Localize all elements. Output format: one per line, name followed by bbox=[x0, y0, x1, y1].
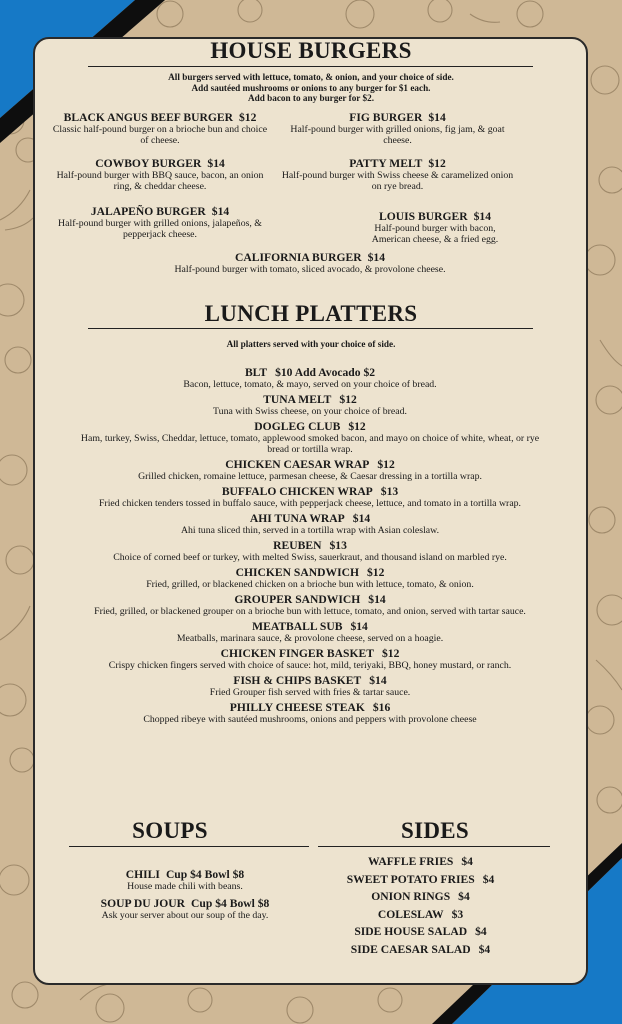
menu-item bbox=[50, 205, 270, 241]
side-item bbox=[318, 853, 523, 871]
sides-list bbox=[318, 853, 523, 958]
side-name: ONION RINGS bbox=[371, 890, 451, 903]
item-name: BUFFALO CHICKEN WRAP bbox=[221, 485, 373, 499]
menu-item bbox=[70, 701, 550, 725]
item-description: Half-pound burger with bacon, American cheese, & a fried egg. bbox=[371, 223, 499, 246]
menu-item bbox=[70, 620, 550, 644]
item-name: LOUIS BURGER bbox=[379, 210, 468, 223]
item-price: $12 bbox=[381, 647, 400, 661]
side-item bbox=[318, 941, 523, 959]
item-description: Half-pound burger with grilled onions, fig jam, & goat cheese. bbox=[290, 124, 505, 147]
menu-item bbox=[70, 674, 550, 698]
side-name: SIDE CAESAR SALAD bbox=[350, 942, 471, 956]
item-name: BLT bbox=[244, 366, 268, 379]
item-price: $14 bbox=[369, 674, 387, 688]
burgers-title: HOUSE BURGERS bbox=[210, 38, 412, 63]
item-price: $12 bbox=[377, 458, 395, 472]
item-description: Fried Grouper fish served with fries & tartar sauce. bbox=[209, 687, 411, 699]
soups-title: SOUPS bbox=[132, 818, 208, 843]
item-name: CHICKEN SANDWICH bbox=[235, 566, 359, 580]
item-price: $14 bbox=[368, 593, 386, 607]
item-description: Meatballs, marinara sauce, & provolone cheese, served on a hoagie. bbox=[176, 633, 444, 645]
side-name: SIDE HOUSE SALAD bbox=[354, 925, 468, 938]
side-name: SWEET POTATO FRIES bbox=[346, 872, 475, 886]
item-name: CALIFORNIA BURGER bbox=[235, 251, 362, 264]
item-price: $12 bbox=[348, 420, 366, 433]
side-item bbox=[318, 871, 523, 889]
side-item bbox=[318, 906, 523, 924]
menu-item bbox=[70, 485, 550, 509]
sides-title-rule bbox=[318, 846, 550, 847]
item-price: $12 bbox=[238, 111, 257, 124]
item-price: Cup $4 Bowl $8 bbox=[191, 897, 270, 910]
item-name: COWBOY BURGER bbox=[95, 157, 202, 170]
item-description: Tuna with Swiss cheese, on your choice of bread. bbox=[213, 406, 407, 417]
item-name: REUBEN bbox=[273, 539, 322, 553]
item-name: TUNA MELT bbox=[263, 393, 332, 406]
menu-item bbox=[60, 251, 560, 275]
platter-list bbox=[70, 366, 550, 728]
item-name: CHILI bbox=[125, 868, 160, 881]
item-price: Cup $4 Bowl $8 bbox=[165, 868, 245, 881]
item-description: Ham, turkey, Swiss, Cheddar, lettuce, tomato, applewood smoked bacon, and mayo on choice of white, wheat, or rye bread or tortilla wrap. bbox=[80, 433, 540, 456]
menu-item bbox=[70, 512, 550, 536]
item-price: $14 bbox=[352, 512, 371, 526]
item-price: $14 bbox=[350, 620, 368, 634]
sides-title: SIDES bbox=[401, 818, 469, 843]
item-price: $14 bbox=[473, 210, 491, 223]
item-description: Classic half-pound burger on a brioche bun and choice of cheese. bbox=[52, 124, 268, 147]
item-name: SOUP DU JOUR bbox=[100, 897, 186, 910]
item-name: CHICKEN CAESAR WRAP bbox=[225, 458, 370, 472]
item-name: PATTY MELT bbox=[349, 157, 423, 170]
item-description: Fried chicken tenders tossed in buffalo sauce, with pepperjack cheese, lettuce, and tomato in a tortilla wrap. bbox=[98, 498, 522, 510]
platters-title-rule bbox=[88, 328, 533, 329]
menu-item bbox=[280, 157, 515, 193]
item-description: Half-pound burger with tomato, sliced avocado, & provolone cheese. bbox=[174, 264, 446, 275]
menu-item bbox=[70, 458, 550, 482]
item-description: Chopped ribeye with sautéed mushrooms, onions and peppers with provolone cheese bbox=[143, 714, 477, 726]
burgers-notes bbox=[0, 72, 622, 104]
menu-item bbox=[50, 111, 270, 147]
burgers-note: All burgers served with lettuce, tomato, & onion, and your choice of side. bbox=[168, 72, 454, 82]
item-name: FISH & CHIPS BASKET bbox=[233, 674, 362, 688]
side-name: COLESLAW bbox=[377, 907, 444, 921]
menu-item bbox=[280, 111, 515, 147]
burgers-note: Add sautéed mushrooms or onions to any burger for $1 each. bbox=[191, 82, 431, 93]
item-name: GROUPER SANDWICH bbox=[234, 593, 361, 607]
item-description: House made chili with beans. bbox=[127, 881, 243, 892]
menu-item bbox=[360, 210, 510, 246]
item-price: $13 bbox=[380, 485, 399, 499]
side-price: $4 bbox=[461, 855, 473, 868]
item-price: $14 bbox=[211, 205, 230, 218]
menu-item bbox=[50, 157, 270, 193]
item-name: FIG BURGER bbox=[349, 111, 423, 124]
item-price: $14 bbox=[428, 111, 446, 124]
item-price: $12 bbox=[339, 393, 357, 406]
item-description: Ahi tuna sliced thin, served in a tortilla wrap with Asian coleslaw. bbox=[180, 525, 440, 537]
item-description: Grilled chicken, romaine lettuce, parmesan cheese, & Caesar dressing in a tortilla wrap. bbox=[138, 471, 482, 483]
side-name: WAFFLE FRIES bbox=[368, 855, 454, 868]
burgers-title-rule bbox=[88, 66, 533, 67]
item-description: Choice of corned beef or turkey, with melted Swiss, sauerkraut, and thousand island on marbled rye. bbox=[113, 552, 507, 564]
item-name: MEATBALL SUB bbox=[252, 620, 343, 634]
menu-item bbox=[70, 366, 550, 390]
platters-note: All platters served with your choice of side. bbox=[226, 339, 396, 349]
item-description: Ask your server about our soup of the day. bbox=[101, 910, 269, 921]
side-price: $4 bbox=[482, 872, 495, 886]
side-price: $4 bbox=[458, 890, 470, 903]
side-price: $4 bbox=[475, 925, 487, 938]
item-name: AHI TUNA WRAP bbox=[249, 512, 345, 526]
item-description: Half-pound burger with Swiss cheese & caramelized onion on rye bread. bbox=[281, 170, 514, 193]
item-price: $16 bbox=[372, 701, 391, 715]
item-name: DOGLEG CLUB bbox=[254, 420, 341, 433]
menu-item bbox=[70, 566, 550, 590]
menu-item bbox=[70, 647, 550, 671]
item-description: Fried, grilled, or blackened grouper on a brioche bun with lettuce, tomato, and onion, served with tartar sauce. bbox=[94, 606, 526, 618]
item-price: $12 bbox=[366, 566, 385, 580]
item-name: JALAPEÑO BURGER bbox=[90, 205, 206, 218]
item-name: CHICKEN FINGER BASKET bbox=[220, 647, 374, 661]
item-name: BLACK ANGUS BEEF BURGER bbox=[63, 111, 233, 124]
burgers-note: Add bacon to any burger for $2. bbox=[247, 93, 374, 103]
item-price: $10 Add Avocado $2 bbox=[275, 366, 376, 379]
item-description: Half-pound burger with BBQ sauce, bacon, an onion ring, & cheddar cheese. bbox=[56, 170, 264, 193]
side-item bbox=[318, 888, 523, 906]
side-price: $3 bbox=[451, 907, 464, 921]
side-price: $4 bbox=[478, 942, 491, 956]
item-price: $12 bbox=[428, 157, 446, 170]
menu-item bbox=[70, 593, 550, 617]
item-name: PHILLY CHEESE STEAK bbox=[229, 701, 365, 715]
item-price: $13 bbox=[329, 539, 347, 553]
item-price: $14 bbox=[207, 157, 225, 170]
item-description: Crispy chicken fingers served with choice of sauce: hot, mild, teriyaki, BBQ, honey mustard, or ranch. bbox=[108, 660, 512, 672]
menu-item bbox=[70, 539, 550, 563]
item-description: Bacon, lettuce, tomato, & mayo, served on your choice of bread. bbox=[183, 379, 437, 390]
soups-title-rule bbox=[69, 846, 309, 847]
menu-item bbox=[70, 420, 550, 456]
menu-item bbox=[60, 897, 310, 921]
menu-item bbox=[70, 393, 550, 417]
item-description: Half-pound burger with grilled onions, jalapeños, & pepperjack cheese. bbox=[58, 218, 262, 241]
menu-item bbox=[60, 868, 310, 892]
item-description: Fried, grilled, or blackened chicken on a brioche bun with lettuce, tomato, & onion. bbox=[146, 579, 474, 591]
platters-title: LUNCH PLATTERS bbox=[204, 301, 418, 326]
item-price: $14 bbox=[367, 251, 385, 264]
side-item bbox=[318, 923, 523, 941]
